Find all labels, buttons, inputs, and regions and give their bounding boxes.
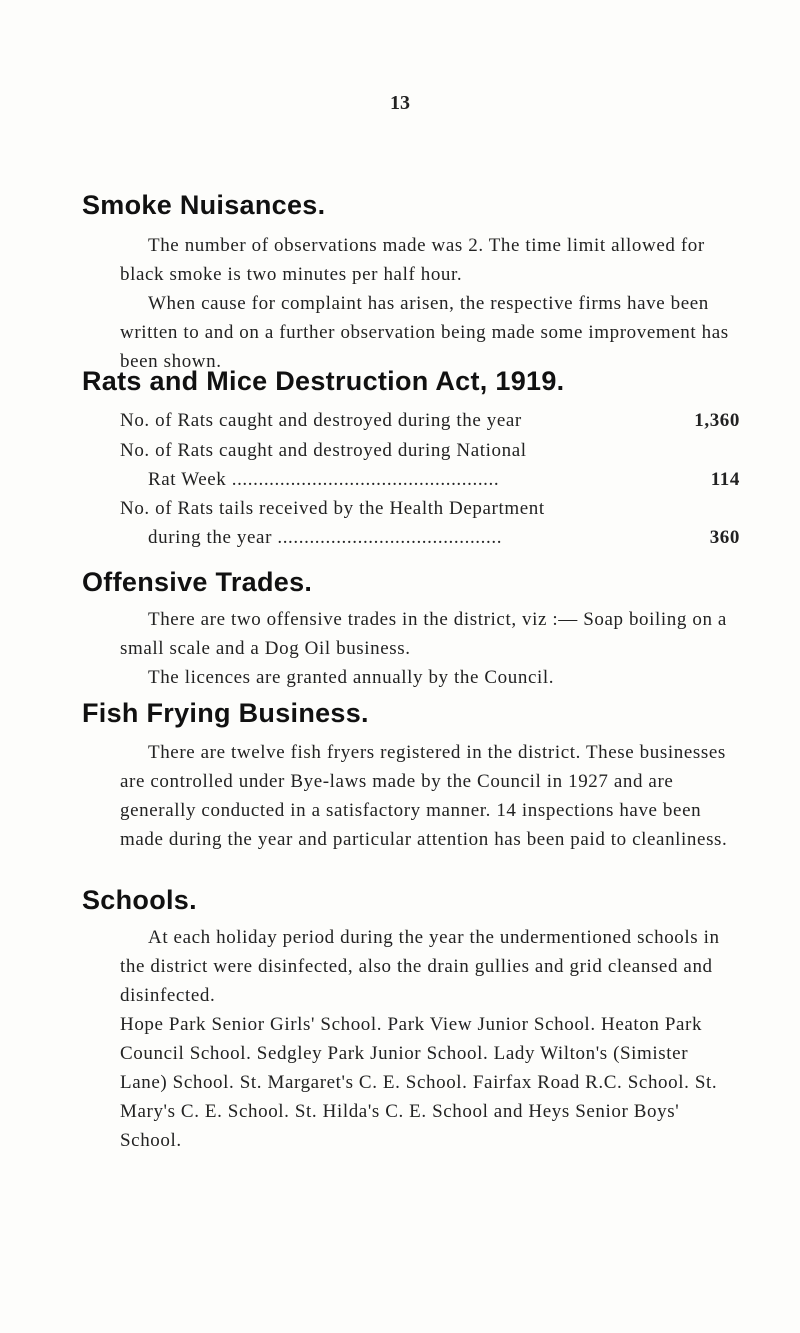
schools-paragraph-2: Hope Park Senior Girls' School. Park View Junior School. Heaton Park Council School. Sedgley Park Junior School. Lady Wilton's (Simister Lane) School. St. Margaret's C. E. School. Fairfax Road R.C. School. St. Mary's C. E. School. St. Hilda's C. E. School and Heys Senior Boys' School. [120, 1014, 718, 1151]
heading-offensive-trades: Offensive Trades. [82, 567, 313, 597]
heading-schools: Schools. [82, 885, 197, 915]
page-number: 13 [390, 92, 410, 114]
heading-smoke-nuisances: Smoke Nuisances. [82, 190, 326, 220]
smoke-paragraph-1: The number of observations made was 2. The time limit allowed for black smoke is two minutes per half hour. [120, 235, 705, 285]
rats-row-tails [120, 498, 740, 556]
rats-row-rat-week-label: No. of Rats caught and destroyed during National [120, 440, 527, 461]
offensive-paragraph-2: The licences are granted annually by the Council. [148, 667, 555, 688]
offensive-trades-text [120, 605, 740, 692]
rats-row-tails-label: No. of Rats tails received by the Health Department [120, 498, 545, 519]
rats-row-year [120, 410, 740, 438]
fish-frying-text [120, 738, 740, 854]
schools-paragraph-1: At each holiday period during the year the undermentioned schools in the district were disinfected, also the drain gullies and grid cleansed and disinfected. [120, 927, 720, 1006]
rats-row-rat-week-value: 114 [710, 469, 740, 490]
rats-row-year-label: No. of Rats caught and destroyed during the year [120, 410, 522, 431]
heading-fish-frying: Fish Frying Business. [82, 698, 369, 728]
rats-row-year-value: 1,360 [694, 410, 740, 431]
rats-row-tails-value: 360 [709, 527, 740, 548]
rats-row-rat-week-label-cont: Rat Week .................................................. [148, 469, 500, 490]
heading-rats-and-mice: Rats and Mice Destruction Act, 1919. [82, 366, 565, 396]
rats-row-rat-week [120, 440, 740, 498]
offensive-paragraph-1: There are two offensive trades in the district, viz :— Soap boiling on a small scale and a Dog Oil business. [120, 609, 727, 659]
schools-text [120, 923, 740, 1155]
rats-row-tails-label-cont: during the year .......................................... [148, 527, 503, 548]
smoke-nuisances-text [120, 231, 740, 376]
smoke-paragraph-2: When cause for complaint has arisen, the respective firms have been written to and on a further observation being made some improvement has been shown. [120, 293, 729, 372]
fish-paragraph-1: There are twelve fish fryers registered in the district. These businesses are controlled under Bye-laws made by the Council in 1927 and are generally conducted in a satisfactory manner. 14 inspections have been made during the year and particular attention has been paid to cleanliness. [120, 742, 728, 850]
